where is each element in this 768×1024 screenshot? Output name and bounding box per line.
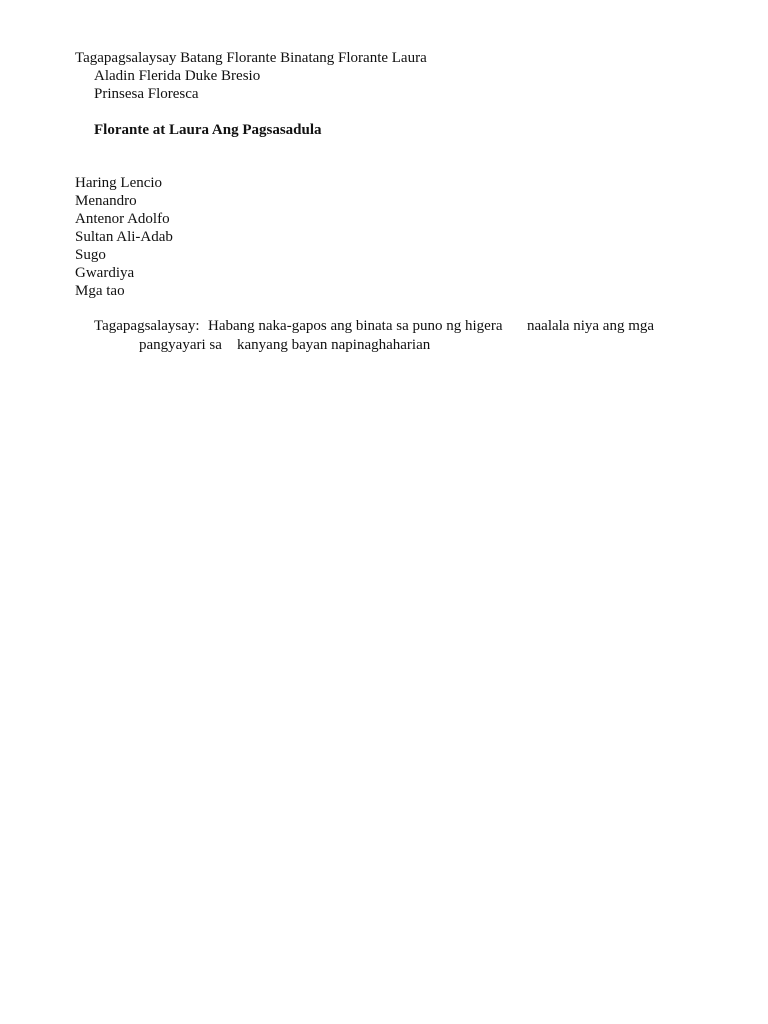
list-item: Mga tao <box>75 283 125 299</box>
narration-speaker: Tagapagsalaysay: <box>94 318 200 334</box>
list-item: Menandro <box>75 193 137 209</box>
narration-text-1a: Habang naka-gapos ang binata sa puno ng higera <box>208 318 503 334</box>
narration-text-2b: kanyang bayan napinaghaharian <box>237 337 431 353</box>
list-item: Sultan Ali-Adab <box>75 229 173 245</box>
cast-line-1: Tagapagsalaysay Batang Florante Binatang Florante Laura <box>75 50 427 66</box>
list-item: Gwardiya <box>75 265 135 281</box>
narration-text-2a: pangyayari sa <box>139 337 222 353</box>
cast-line-3: Prinsesa Floresca <box>94 86 199 102</box>
list-item: Haring Lencio <box>75 175 163 191</box>
document-title: Florante at Laura Ang Pagsasadula <box>94 122 322 138</box>
list-item: Sugo <box>75 247 106 263</box>
narration-text-1b: naalala niya ang mga <box>527 318 655 334</box>
cast-line-2: Aladin Flerida Duke Bresio <box>94 68 261 84</box>
list-item: Antenor Adolfo <box>75 211 170 227</box>
